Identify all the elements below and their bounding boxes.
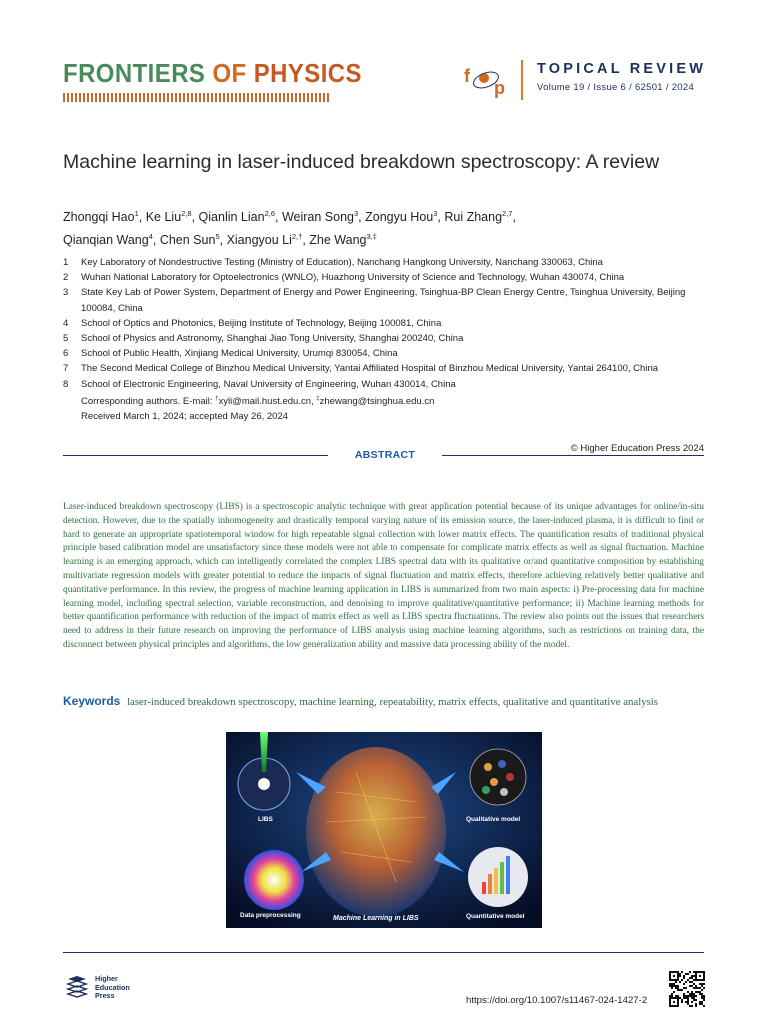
affiliation-item: [63, 285, 713, 315]
author-affiliation-marker: 4: [148, 232, 153, 242]
journal-word-physics: PHYSICS: [253, 58, 362, 88]
affiliation-text: Wuhan National Laboratory for Optoelectronics (WNLO), Huazhong University of Science and Technology, Wuhan 430074, China: [81, 272, 625, 284]
corr-email-2[interactable]: zhewang@tsinghua.edu.cn: [319, 395, 435, 407]
publisher-line-1: Higher: [95, 974, 118, 983]
journal-word-frontiers: FRONTIERS: [63, 58, 206, 88]
affiliation-item: [63, 346, 713, 361]
affiliation-number: 8: [63, 378, 69, 390]
author-name: Chen Sun: [159, 233, 216, 248]
publisher-name: [95, 975, 130, 1001]
affiliation-text: School of Optics and Photonics, Beijing Institute of Technology, Beijing 100081, China: [81, 317, 442, 329]
volume-info: Volume 19 / Issue 6 / 62501 / 2024: [537, 82, 695, 93]
affiliation-text: School of Electronic Engineering, Naval University of Engineering, Wuhan 430014, China: [81, 378, 456, 390]
author-affiliation-marker: 5: [215, 232, 220, 242]
abstract-rule-left: [63, 455, 328, 456]
author-affiliation-marker: 2,8: [181, 209, 192, 218]
affiliation-number: 4: [63, 317, 69, 329]
author-name: Zhe Wang: [309, 233, 367, 248]
affiliation-item: [63, 255, 713, 270]
affiliation-list: [63, 255, 713, 424]
publisher-logo-icon: [66, 975, 88, 1001]
abstract-heading: ABSTRACT: [354, 449, 416, 461]
affiliation-item: [63, 361, 713, 376]
keywords: [63, 693, 704, 711]
corr-symbol-1: †: [215, 395, 219, 402]
publisher-line-2: Education: [95, 982, 130, 992]
affiliation-item: [63, 270, 713, 285]
corresponding-authors: [63, 392, 713, 409]
affiliation-item: [63, 316, 713, 331]
author-affiliation-marker: 1: [134, 209, 139, 218]
author-name: Qianqian Wang: [63, 233, 149, 248]
affiliation-number: 5: [63, 333, 69, 345]
qr-code-icon: [669, 971, 705, 1007]
doi-link[interactable]: https://doi.org/10.1007/s11467-024-1427-2: [466, 995, 648, 1006]
affiliation-text: Key Laboratory of Nondestructive Testing (Ministry of Education), Nanchang Hangkong University, Nanchang 330063, China: [81, 257, 603, 268]
author-affiliation-marker: 2,6: [264, 209, 275, 218]
affiliation-number: 6: [63, 348, 69, 360]
author: [63, 210, 139, 224]
author-affiliation-marker: 2,†: [291, 232, 303, 242]
svg-text:f: f: [464, 66, 470, 86]
affiliation-number: 7: [63, 363, 69, 375]
author: [146, 210, 192, 224]
author-affiliation-marker: 3: [433, 209, 438, 218]
journal-word-of: OF: [212, 58, 247, 88]
svg-text:p: p: [494, 78, 505, 98]
figure-label-center: Machine Learning in LIBS: [333, 915, 419, 922]
author-name: Zhongqi Hao: [63, 210, 135, 225]
affiliation-number: 3: [63, 287, 69, 299]
affiliation-number: 2: [63, 272, 69, 284]
affiliation-text: School of Physics and Astronomy, Shanghai Jiao Tong University, Shanghai 200240, China: [81, 333, 464, 345]
author-name: Ke Liu: [145, 210, 182, 225]
journal-stripe-decoration: [63, 93, 331, 102]
journal-logo: [462, 60, 514, 100]
header-divider: [521, 60, 523, 100]
author: [199, 210, 275, 224]
author: [365, 210, 437, 224]
affiliation-text: The Second Medical College of Binzhou Medical University, Yantai Affiliated Hospital of Binzhou Medical University, Yantai 264100, China: [81, 363, 659, 375]
author-list: Zhongqi Hao$^1$, Ke Liu$^{2,8}$, Qianlin Lian$^{2,6}$, Weiran Song$^3$, Zongyu Hou$^3$, Rui Zhang$^{2,7}$, Qianqian Wang$^4$, Chen Sun$^5$, Xiangyou $Li^{2,\dagger}$, Zhe Wang$^{3,\ddagger}$: [63, 209, 516, 248]
affiliation-item: [63, 377, 713, 392]
abstract-rule-right: [442, 455, 704, 456]
author: [227, 233, 303, 247]
author: [444, 210, 512, 224]
corr-email-1[interactable]: xyli@mail.hust.edu.cn: [218, 395, 312, 407]
graphical-abstract: [226, 732, 542, 928]
figure-label-libs: LIBS: [258, 816, 273, 823]
author-name: Rui Zhang: [444, 210, 503, 225]
author: [160, 233, 220, 247]
author: [63, 233, 153, 247]
figure-label-qualitative: Qualitative model: [466, 816, 521, 823]
affiliation-item: [63, 331, 713, 346]
author: [282, 210, 358, 224]
author-affiliation-marker: 3: [354, 209, 359, 218]
author-name: Weiran Song: [281, 210, 354, 225]
affiliation-text: School of Public Health, Xinjiang Medical University, Urumqi 830054, China: [81, 348, 398, 360]
author-name: Xiangyou Li: [226, 233, 292, 248]
corr-symbol-2: ‡: [316, 395, 320, 402]
author-affiliation-marker: 2,7: [502, 209, 513, 218]
affiliation-text: State Key Lab of Power System, Department of Energy and Power Engineering, Tsinghua-BP Clean Energy Centre, Tsinghua University, Beijing 100084, China: [81, 287, 686, 314]
keywords-text: laser-induced breakdown spectroscopy, machine learning, repeatability, matrix effects, qualitative and quantitative analysis: [127, 696, 658, 708]
figure-label-preprocessing: Data preprocessing: [240, 912, 301, 919]
publisher-line-3: Press: [95, 991, 115, 1001]
journal-name: [63, 58, 362, 89]
author: [309, 233, 377, 247]
copyright: © Higher Education Press 2024: [570, 443, 704, 454]
article-title: Machine learning in laser-induced breakdown spectroscopy: A review: [63, 151, 660, 173]
author-name: Zongyu Hou: [365, 210, 434, 225]
corresponding-label: Corresponding authors. E-mail:: [81, 395, 216, 407]
figure-label-quantitative: Quantitative model: [466, 913, 525, 920]
abstract-text: Laser-induced breakdown spectroscopy (LIBS) is a spectroscopic analytic technique with great application potential because of its unique advantages for online/in-situ detection. However, due to the spatially inhomogeneity and drastically temporal varying nature of its emission source, the laser-induced plasma, it is difficult to find or hard to generate an appropriate spatiotemporal window for high repeatable signal collection with lower matrix effects. The quantification results of traditional physical principle based calibration model are unsatisfactory since these models were not able to compensate for complicate matrix effects as well as signal fluctuation. Machine learning is an emerging approach, which can intelligently correlated the complex LIBS spectral data with its qualitative or/and quantitative composition by establishing multivariate regression models with greater potential to reduce the impacts of signal fluctuation and matrix effects, therefore achieving relatively better qualitative and quantitative performance. In this review, the progress of machine learning application in LIBS is summarized from two main aspects: i) Pre-processing data for machine learning model, including spectral selection, variable reconstruction, and denoising to improve qualitative/quantitative performance; ii) Machine learning methods for better quantification performance with reduction of the impact of matrix effect as well as LIBS spectra fluctuations. The review also points out the issues that researchers need to address in their future research on improving the performance of LIBS analysis using machine learning algorithms, such as restrictions on training data, the disconnect between physical principles and algorithms, the low generalization ability and massive data processing ability of the model.: [63, 502, 704, 650]
footer-rule: [63, 952, 704, 953]
keywords-label: Keywords: [63, 694, 121, 708]
received-dates: Received March 1, 2024; accepted May 26, 2024: [81, 411, 289, 423]
affiliation-number: 1: [63, 257, 69, 268]
author-name: Qianlin Lian: [198, 210, 265, 225]
author-affiliation-marker: 3,‡: [366, 232, 377, 242]
section-label: TOPICAL REVIEW: [537, 61, 707, 77]
corr-separator: ,: [311, 395, 317, 407]
